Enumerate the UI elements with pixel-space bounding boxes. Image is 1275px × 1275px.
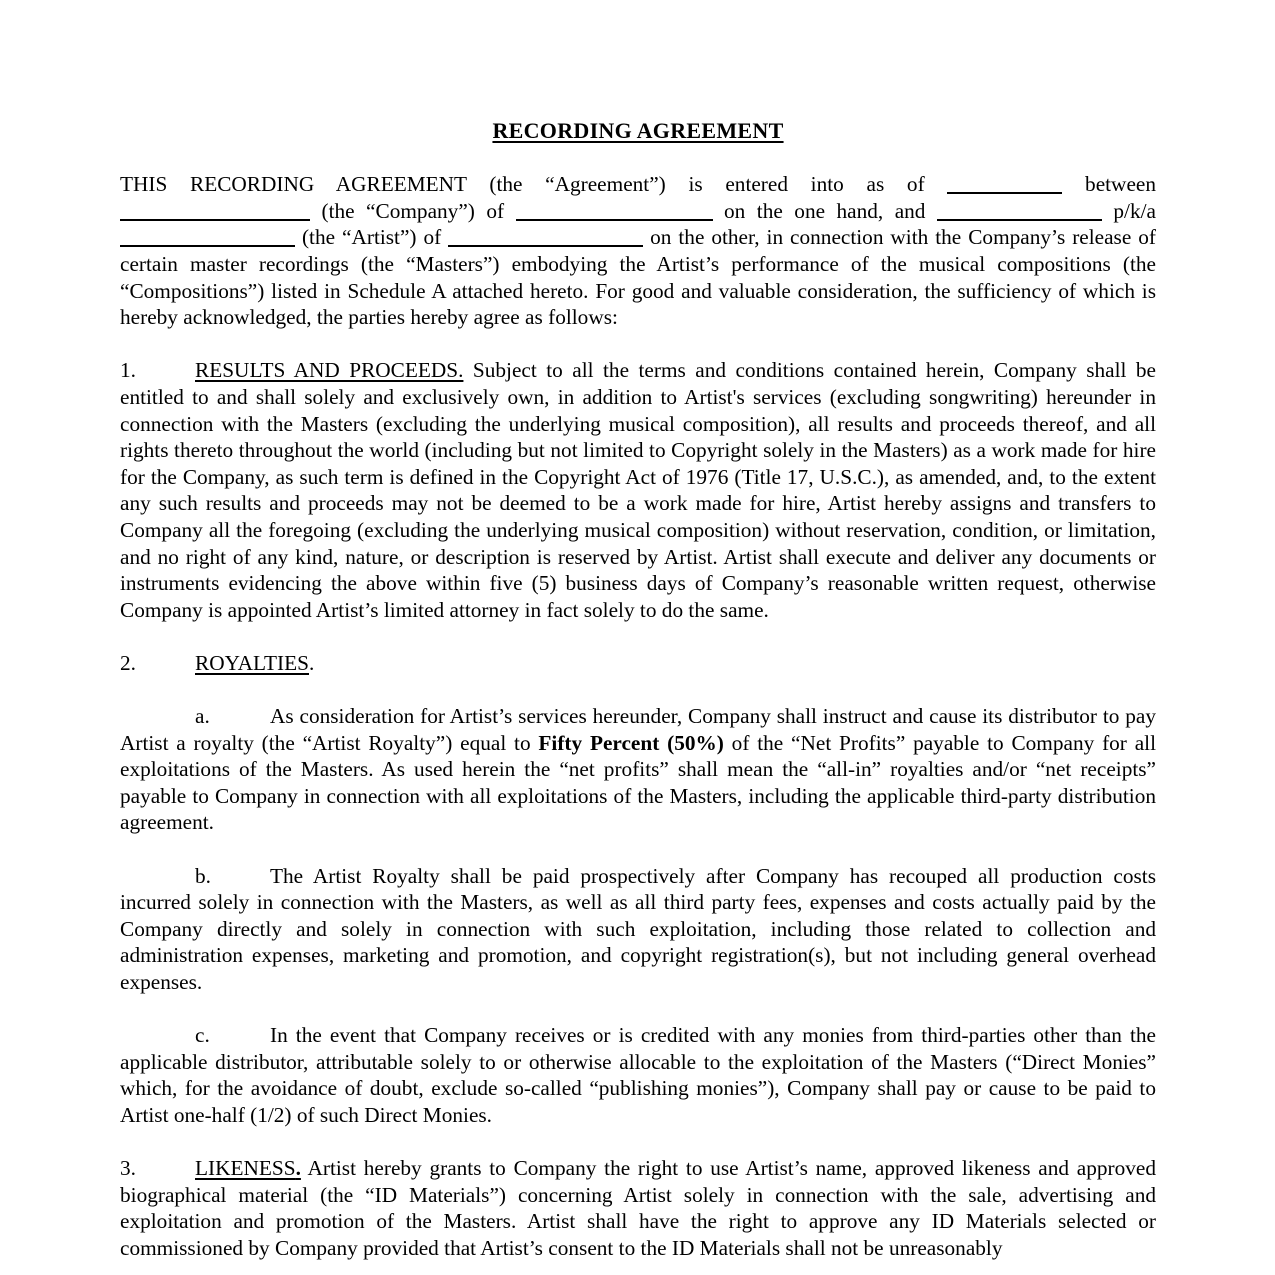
- document-body: [120, 171, 1156, 1261]
- text-run: .: [295, 1156, 301, 1181]
- section-heading: RESULTS AND PROCEEDS.: [195, 358, 464, 383]
- text-run: (the “Company”) of: [310, 198, 516, 223]
- text-run: on the one hand, and: [712, 198, 937, 223]
- text-run: p/k/a: [1101, 198, 1156, 223]
- text-run: Subject to all the terms and conditions contained herein, Company shall be entitled to and shall solely and exclusively own, in addition to Artist's services (excluding songwriting) hereunder in connection with the Masters (excluding the underlying musical composition), all results and proceeds thereof, and all rights thereto throughout the world (including but not limited to Copyright solely in the Masters) as a work made for hire for the Company, as such term is defined in the Copyright Act of 1976 (Title 17, U.S.C.), as amended, and, to the extent any such results and proceeds may not be deemed to be a work made for hire, Artist hereby assigns and transfers to Company all the foregoing (excluding the underlying musical composition) without reservation, condition, or limitation, and no right of any kind, nature, or description is reserved by Artist. Artist shall execute and deliver any documents or instruments evidencing the above within five (5) business days of Company’s reasonable written request, otherwise Company is appointed Artist’s limited attorney in fact solely to do the same.: [120, 358, 1156, 622]
- subsection-letter: b.: [195, 863, 211, 888]
- section-2-royalties: [120, 650, 1156, 677]
- royalty-percentage: Fifty Percent (50%): [538, 730, 724, 755]
- section-heading: ROYALTIES: [195, 650, 309, 675]
- section-number: 2.: [120, 650, 136, 675]
- text-run: between: [1062, 172, 1156, 197]
- text-run: of the “Net Profits” payable to Company for all exploitations of the Masters. As used herein the “net profits” shall mean the “all-in” royalties and/or “net receipts” payable to Company in connection with all exploitations of the Masters, including the applicable third-party distribution agreement.: [120, 730, 1156, 835]
- intro-paragraph: [120, 171, 1156, 331]
- section-number: 3.: [120, 1156, 136, 1181]
- blank-effective-date: [947, 175, 1062, 194]
- section-2c-direct-monies: [120, 1022, 1156, 1128]
- section-2b-recoupment: [120, 863, 1156, 996]
- text-run: As consideration for Artist’s services hereunder, Company shall instruct and cause its distributor to pay Artist a royalty (the “Artist Royalty”) equal to: [120, 704, 1156, 755]
- text-run: In the event that Company receives or is credited with any monies from third-parties other than the applicable distributor, attributable solely to or otherwise allocable to the exploitation of the Masters (“Direct Monies” which, for the avoidance of doubt, exclude so-called “publishing monies”), Company shall pay or cause to be paid to Artist one-half (1/2) of such Direct Monies.: [120, 1023, 1156, 1127]
- text-run: THIS RECORDING AGREEMENT (the “Agreement”) is entered into as of: [120, 172, 948, 197]
- text-run: .: [309, 650, 315, 675]
- text-run: on the other, in connection with the Company’s release of certain master recordings (the “Masters”) embodying the Artist’s performance of the musical compositions (the “Compositions”) listed in Schedule A attached hereto. For good and valuable consideration, the sufficiency of which is hereby acknowledged, the parties hereby agree as follows:: [120, 225, 1156, 330]
- blank-company-name: [120, 202, 310, 221]
- blank-artist-name: [937, 202, 1102, 221]
- section-number: 1.: [120, 358, 136, 383]
- subsection-letter: c.: [195, 1023, 210, 1048]
- subsection-letter: a.: [195, 704, 210, 729]
- section-1-results-and-proceeds: [120, 357, 1156, 623]
- document-title: RECORDING AGREEMENT: [492, 118, 784, 143]
- section-3-likeness: [120, 1155, 1156, 1261]
- blank-artist-pka: [120, 228, 295, 247]
- text-run: (the “Artist”) of: [295, 225, 449, 250]
- document-content: [120, 118, 1156, 1275]
- section-heading: LIKENESS: [195, 1156, 296, 1181]
- blank-artist-address: [448, 228, 643, 247]
- text-run: The Artist Royalty shall be paid prospectively after Company has recouped all production costs incurred solely in connection with the Masters, as well as all third party fees, expenses and costs actually paid by the Company directly and solely in connection with such exploitation, including those related to collection and administration expenses, marketing and promotion, and copyright registration(s), but not including general overhead expenses.: [120, 863, 1156, 994]
- text-run: Artist hereby grants to Company the right to use Artist’s name, approved likeness and approved biographical material (the “ID Materials”) concerning Artist solely in connection with the sale, advertising and exploitation and promotion of the Masters. Artist shall have the right to approve any ID Materials selected or commissioned by Company provided that Artist’s consent to the ID Materials shall not be unreasonably: [120, 1156, 1156, 1260]
- section-2a-royalty-rate: [120, 703, 1156, 836]
- blank-company-address: [516, 202, 713, 221]
